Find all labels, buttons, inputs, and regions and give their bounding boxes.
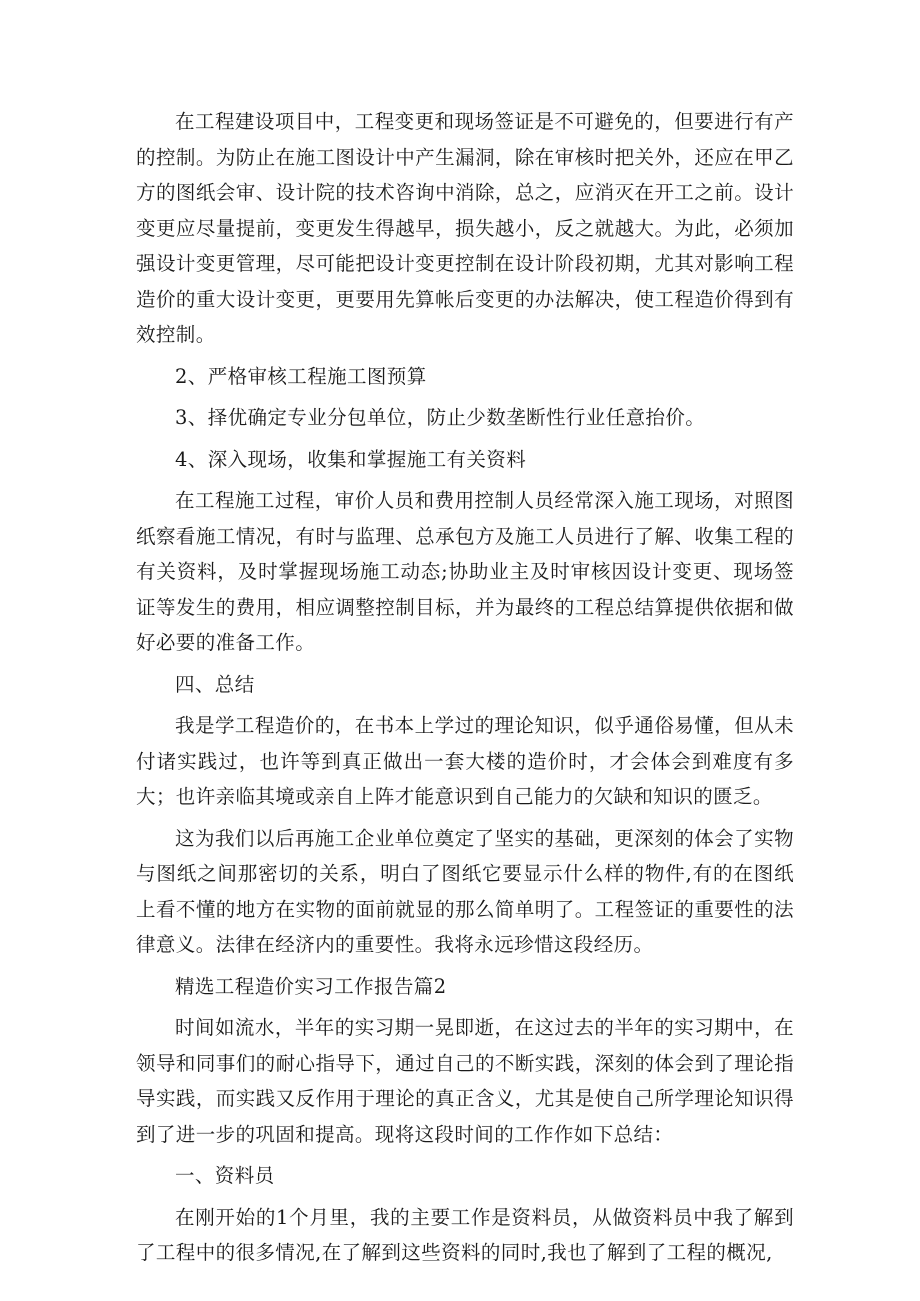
document-body: [136, 104, 794, 1277]
section-heading-data-clerk: 一、资料员: [175, 1164, 275, 1187]
paragraph-summary-1: 我是学工程造价的，在书本上学过的理论知识，似乎通俗易懂，但从未付诸实践过，也许等到真正做出一套大楼的造价时，才会体会到难度有多大；也许亲临其境或亲自上阵才能意识到自己能力的欠缺和知识的匮乏。: [136, 714, 794, 808]
section-heading-summary: 四、总结: [175, 672, 255, 696]
list-item-site-data: 4、深入现场，收集和掌握施工有关资料: [175, 447, 527, 471]
paragraph-data-clerk: 在刚开始的1个月里，我的主要工作是资料员，从做资料员中我了解到了工程中的很多情况,在了解到这些资料的同时,我也了解到了工程的概况,: [136, 1205, 794, 1264]
paragraph-construction-process: 在工程施工过程，审价人员和费用控制人员经常深入施工现场，对照图纸察看施工情况，有时与监理、总承包方及施工人员进行了解、收集工程的有关资料，及时掌握现场施工动态;协助业主及时审核因设计变更、现场签证等发生的费用，相应调整控制目标，并为最终的工程总结算提供依据和做好必要的准备工作。: [136, 489, 794, 654]
paragraph-summary-2: 这为我们以后再施工企业单位奠定了坚实的基础，更深刻的体会了实物与图纸之间那密切的关系，明白了图纸它要显示什么样的物件,有的在图纸上看不懂的地方在实物的面前就显的那么简单明了。工程签证的重要性的法律意义。法律在经济内的重要性。我将永远珍惜这段经历。: [136, 826, 794, 956]
report-title-part-2: 精选工程造价实习工作报告篇2: [175, 974, 447, 998]
paragraph-change-control: 在工程建设项目中，工程变更和现场签证是不可避免的，但要进行有产的控制。为防止在施工图设计中产生漏洞，除在审核时把关外，还应在甲乙方的图纸会审、设计院的技术咨询中消除，总之，应消灭在开工之前。设计变更应尽量提前，变更发生得越早，损失越小，反之就越大。为此，必须加强设计变更管理，尽可能把设计变更控制在设计阶段初期，尤其对影响工程造价的重大设计变更，更要用先算帐后变更的办法解决，使工程造价得到有效控制。: [136, 110, 794, 346]
list-item-review-budget: 2、严格审核工程施工图预算: [175, 364, 427, 388]
paragraph-intro: 时间如流水，半年的实习期一晃即逝，在这过去的半年的实习期中，在领导和同事们的耐心指导下，通过自己的不断实践，深刻的体会到了理论指导实践，而实践又反作用于理论的真正含义，尤其是使自己所学理论知识得到了进一步的巩固和提高。现将这段时间的工作作如下总结：: [136, 1016, 794, 1146]
list-item-subcontractor: 3、择优确定专业分包单位，防止少数垄断性行业任意抬价。: [175, 406, 706, 429]
